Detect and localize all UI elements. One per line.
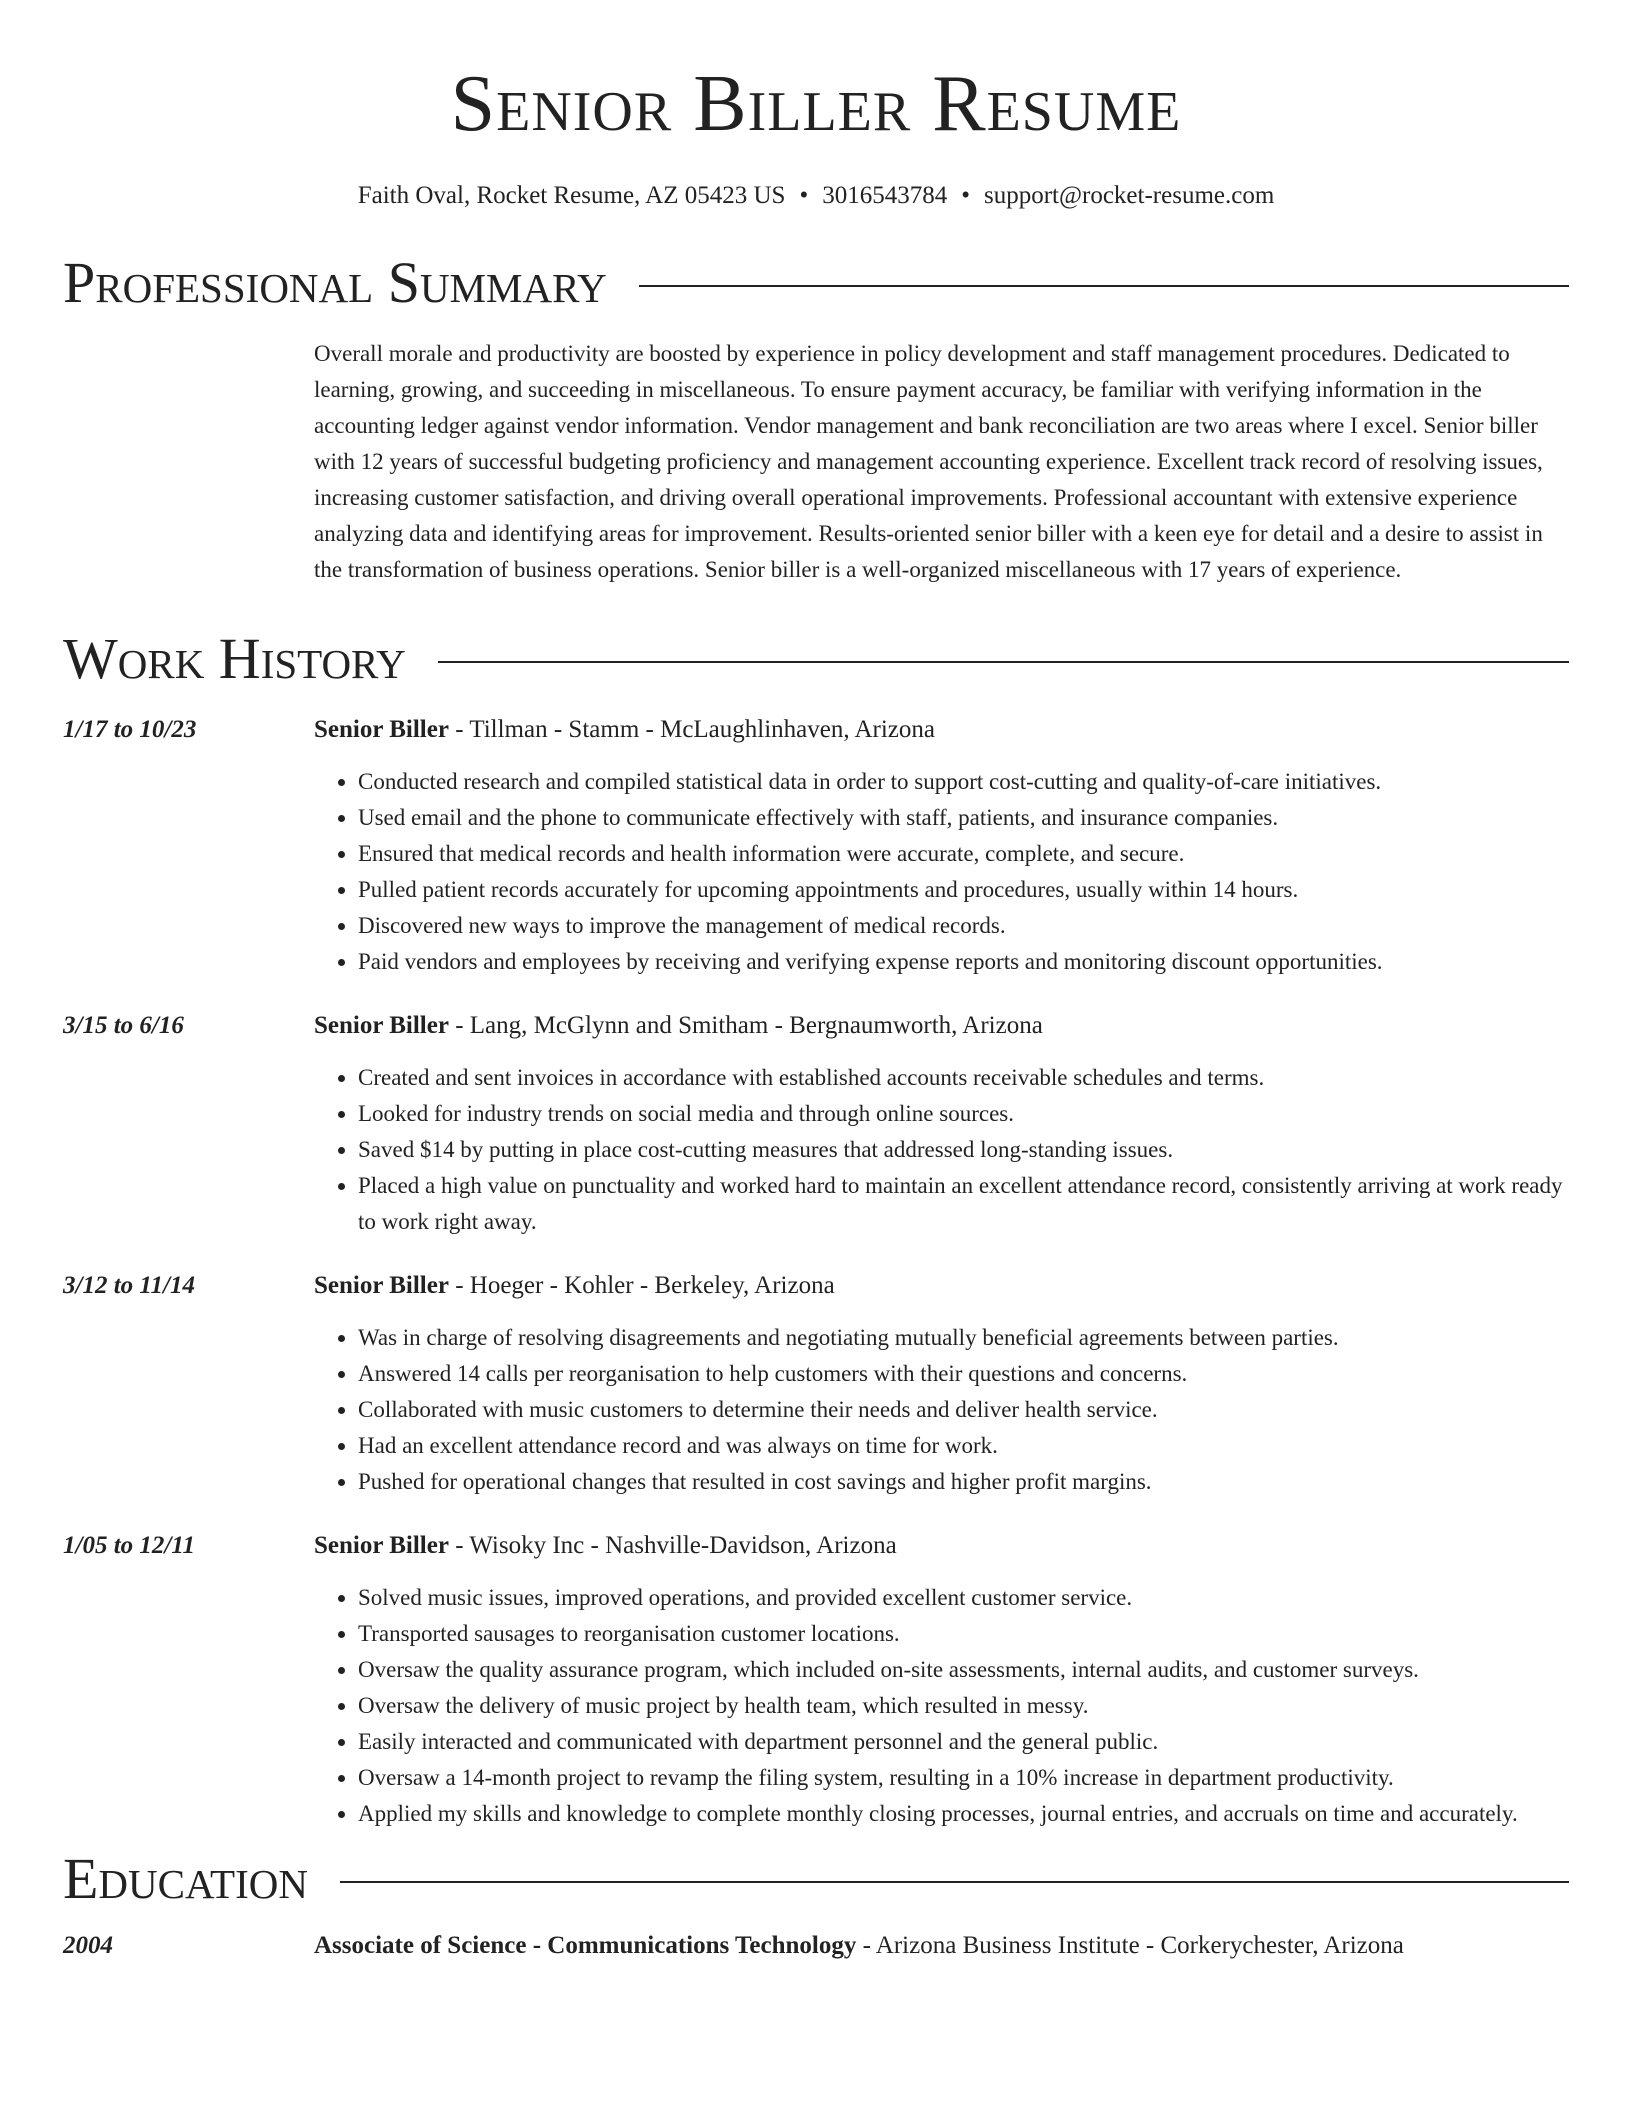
section-divider	[639, 285, 1569, 287]
job-bullet-list	[314, 764, 1569, 980]
job-bullet: • Placed a high value on punctuality and worked hard to maintain an excellent attendance record, consistently arriving at work ready to work right away.	[358, 1168, 1569, 1240]
job-bullet: • Answered 14 calls per reorganisation to help customers with their questions and concerns.	[358, 1356, 1569, 1392]
education-list	[63, 1930, 1569, 1962]
job-bullet: • Conducted research and compiled statistical data in order to support cost-cutting and quality-of-care initiatives.	[358, 764, 1569, 800]
job-bullet: • Ensured that medical records and health information were accurate, complete, and secure.	[358, 836, 1569, 872]
job-bullet: • Discovered new ways to improve the management of medical records.	[358, 908, 1569, 944]
job-entry	[63, 1010, 1569, 1240]
job-bullet: • Was in charge of resolving disagreements and negotiating mutually beneficial agreements between parties.	[358, 1320, 1569, 1356]
summary-heading: Professional Summary	[63, 250, 607, 315]
section-divider	[438, 661, 1569, 663]
job-body	[314, 714, 1569, 980]
education-year: 2004	[63, 1932, 113, 1959]
resume-title: Senior Biller Resume	[450, 60, 1182, 148]
contact-separator: •	[799, 182, 809, 209]
job-role: Senior Biller	[314, 1012, 449, 1039]
education-school-location: - Arizona Business Institute - Corkerychester, Arizona	[856, 1932, 1404, 1959]
job-role: Senior Biller	[314, 1532, 449, 1559]
job-bullet: • Had an excellent attendance record and was always on time for work.	[358, 1428, 1569, 1464]
job-dates: 1/17 to 10/23	[63, 716, 197, 743]
education-details	[314, 1930, 1404, 1962]
job-bullet: • Applied my skills and knowledge to complete monthly closing processes, journal entries, and accruals on time and accurately.	[358, 1796, 1569, 1832]
job-bullet: • Pushed for operational changes that resulted in cost savings and higher profit margins.	[358, 1464, 1569, 1500]
job-header	[314, 714, 1569, 746]
job-dates: 3/12 to 11/14	[63, 1272, 195, 1299]
job-bullet: • Transported sausages to reorganisation customer locations.	[358, 1616, 1569, 1652]
job-entry	[63, 1530, 1569, 1832]
contact-email: support@rocket-resume.com	[983, 182, 1275, 209]
contact-phone: 3016543784	[822, 182, 948, 209]
job-bullet-list	[314, 1320, 1569, 1500]
job-role: Senior Biller	[314, 716, 449, 743]
section-divider	[340, 1881, 1569, 1883]
contact-separator: •	[961, 182, 970, 209]
contact-address: Faith Oval, Rocket Resume, AZ 05423 US	[357, 182, 786, 209]
job-bullet: • Used email and the phone to communicate effectively with staff, patients, and insurance companies.	[358, 800, 1569, 836]
job-role: Senior Biller	[314, 1272, 449, 1299]
job-body	[314, 1530, 1569, 1832]
job-bullet: • Collaborated with music customers to determine their needs and deliver health service.	[358, 1392, 1569, 1428]
job-entry	[63, 1270, 1569, 1500]
job-bullet: • Easily interacted and communicated with department personnel and the general public.	[358, 1724, 1569, 1760]
job-entry	[63, 714, 1569, 980]
job-bullet: • Oversaw the delivery of music project by health team, which resulted in messy.	[358, 1688, 1569, 1724]
education-entry	[63, 1930, 1569, 1962]
contact-line	[63, 180, 1569, 212]
education-heading: Education	[63, 1846, 308, 1911]
job-bullet-list	[314, 1580, 1569, 1832]
job-body	[314, 1010, 1569, 1240]
job-employer-location: - Lang, McGlynn and Smitham - Bergnaumworth, Arizona	[448, 1012, 1043, 1039]
job-body	[314, 1270, 1569, 1500]
job-employer-location: - Tillman - Stamm - McLaughlinhaven, Arizona	[448, 716, 936, 743]
job-header	[314, 1530, 1569, 1562]
job-bullet: • Paid vendors and employees by receiving and verifying expense reports and monitoring discount opportunities.	[358, 944, 1569, 980]
education-degree: Associate of Science - Communications Technology	[314, 1932, 857, 1959]
job-bullet: • Oversaw the quality assurance program, which included on-site assessments, internal audits, and customer surveys.	[358, 1652, 1569, 1688]
education-section-header	[63, 1846, 1569, 1912]
summary-text: Overall morale and productivity are boosted by experience in policy development and staff management procedures. Dedicated to learning, growing, and succeeding in miscellaneous. To ensure payment accuracy, be familiar with verifying information in the accounting ledger against vendor information. Vendor management and bank reconciliation are two areas where I excel. Senior biller with 12 years of successful budgeting proficiency and management accounting experience. Excellent track record of resolving issues, increasing customer satisfaction, and driving overall operational improvements. Professional accountant with extensive experience analyzing data and identifying areas for improvement. Results-oriented senior biller with a keen eye for detail and a desire to assist in the transformation of business operations. Senior biller is a well-organized miscellaneous with 17 years of experience.	[314, 341, 1543, 582]
job-dates: 3/15 to 6/16	[63, 1012, 184, 1039]
job-bullet: • Oversaw a 14-month project to revamp the filing system, resulting in a 10% increase in department productivity.	[358, 1760, 1569, 1796]
summary-section-header	[63, 250, 1569, 316]
job-bullet: • Pulled patient records accurately for upcoming appointments and procedures, usually within 14 hours.	[358, 872, 1569, 908]
job-bullet-list	[314, 1060, 1569, 1240]
job-header	[314, 1010, 1569, 1042]
job-bullet: • Saved $14 by putting in place cost-cutting measures that addressed long-standing issues.	[358, 1132, 1569, 1168]
job-bullet: • Solved music issues, improved operations, and provided excellent customer service.	[358, 1580, 1569, 1616]
work-heading: Work History	[63, 626, 406, 691]
job-bullet: • Looked for industry trends on social media and through online sources.	[358, 1096, 1569, 1132]
work-section-header	[63, 626, 1569, 692]
job-header	[314, 1270, 1569, 1302]
job-employer-location: - Hoeger - Kohler - Berkeley, Arizona	[448, 1272, 835, 1299]
job-bullet: • Created and sent invoices in accordance with established accounts receivable schedules and terms.	[358, 1060, 1569, 1096]
job-employer-location: - Wisoky Inc - Nashville-Davidson, Arizona	[448, 1532, 897, 1559]
work-history-list	[63, 714, 1569, 1832]
job-dates: 1/05 to 12/11	[63, 1532, 195, 1559]
